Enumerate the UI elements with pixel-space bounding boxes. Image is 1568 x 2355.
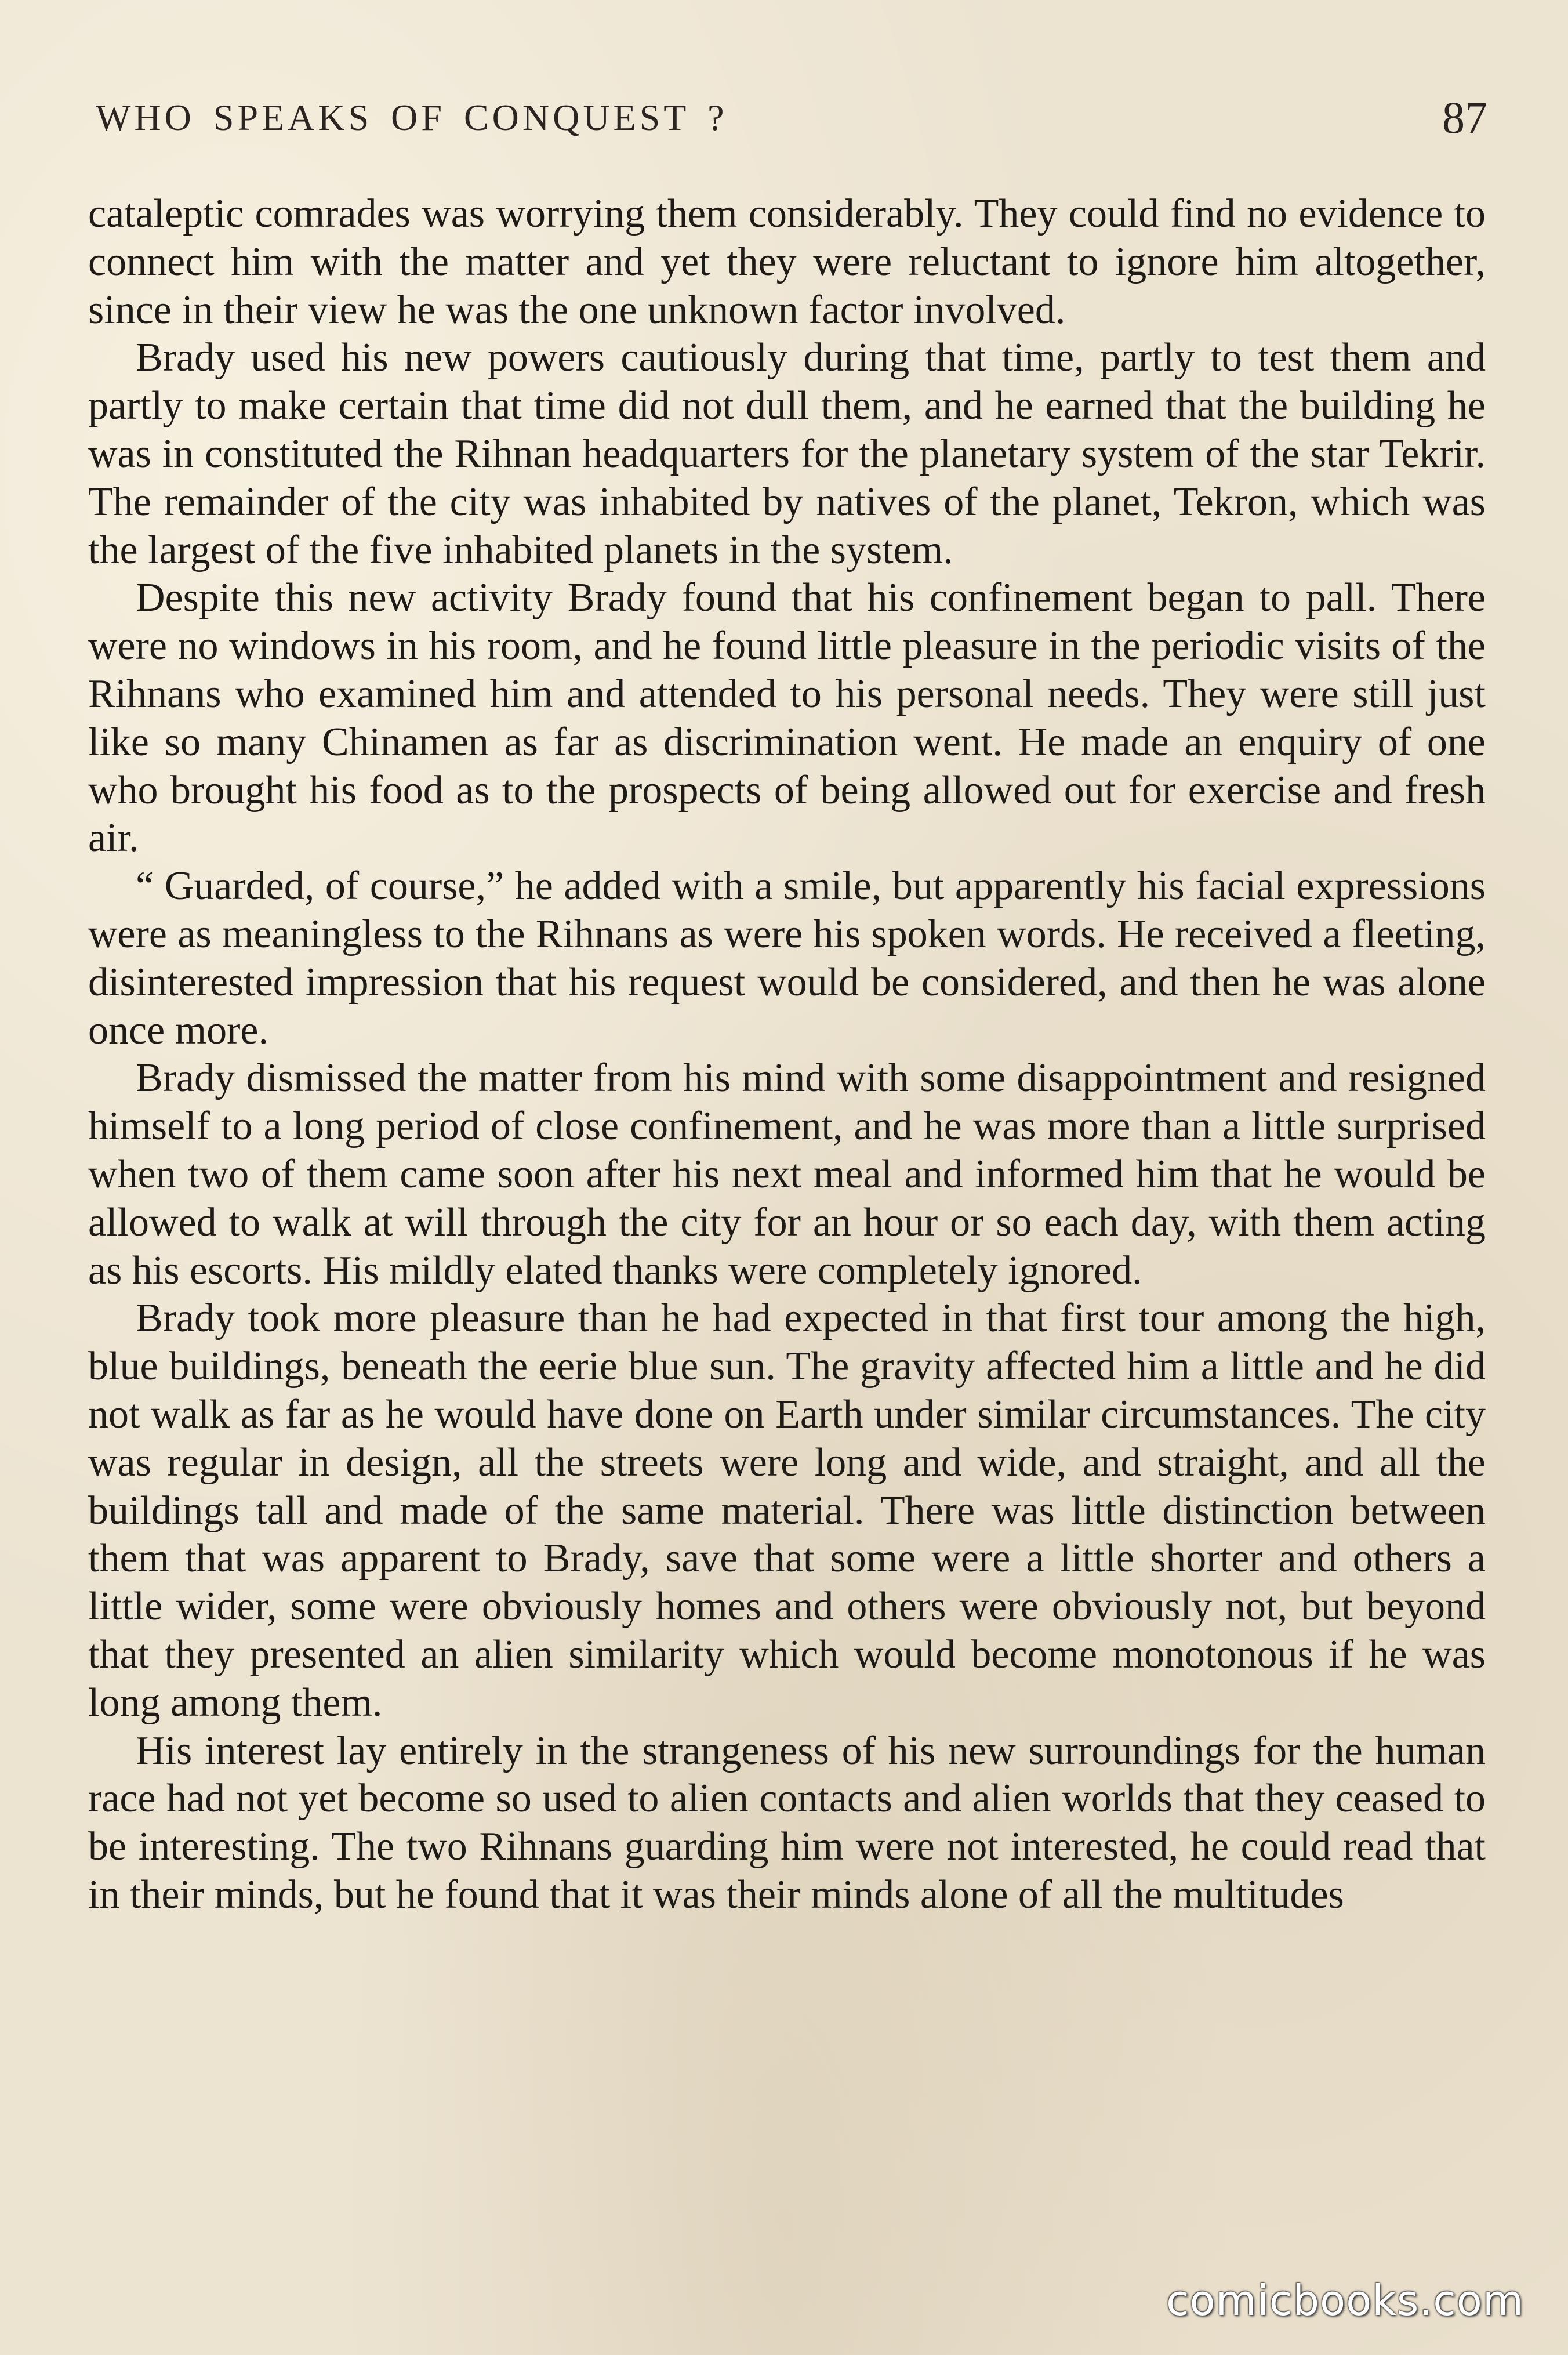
body-text	[88, 190, 1486, 1919]
paragraph-2: Brady used his new powers cautiously during that time, partly to test them and partly to make certain that time did not dull them, and he earned that the building he was in constituted the Rihnan headquarters for the planetary system of the star Tekrir. The remainder of the city was inhabited by natives of the planet, Tekron, which was the largest of the five inhabited planets in the system.	[88, 335, 1486, 573]
paragraph-1: cataleptic comrades was worrying them considerably. They could find no evidence to connect him with the matter and yet they were reluctant to ignore him altogether, since in their view he was the one unknown factor involved.	[88, 191, 1486, 332]
paragraph-7: His interest lay entirely in the strangeness of his new surroundings for the human race had not yet become so used to alien contacts and alien worlds that they ceased to be interesting. The two Rihnans guarding him were not interested, he could read that in their minds, but he found that it was their minds alone of all the multitudes	[88, 1728, 1486, 1917]
paragraph-6: Brady took more pleasure than he had expected in that first tour among the high, blue buildings, beneath the eerie blue sun. The gravity affected him a little and he did not walk as far as he would have done on Earth under similar circumstances. The city was regular in design, all the streets were long and wide, and straight, and all the buildings tall and made of the same material. There was little distinction between them that was apparent to Brady, save that some were a little shorter and others a little wider, some were obviously homes and others were obviously not, but beyond that they presented an alien similarity which would become monotonous if he was long among them.	[88, 1296, 1486, 1725]
page-number: 87	[1442, 92, 1487, 143]
paragraph-4: “ Guarded, of course,” he added with a smile, but apparently his facial expressions were as meaningless to the Rihnans as were his spoken words. He received a fleeting, disinterested impression that his request would be considered, and then he was alone once more.	[88, 864, 1486, 1053]
paragraph-5: Brady dismissed the matter from his mind with some disappointment and resigned himself to a long period of close confinement, and he was more than a little surprised when two of them came soon after his next meal and informed him that he would be allowed to walk at will through the city for an hour or so each day, with them acting as his escorts. His mildly elated thanks were completely ignored.	[88, 1056, 1486, 1293]
running-title: WHO SPEAKS OF CONQUEST ?	[96, 97, 728, 138]
running-head	[96, 92, 1487, 155]
paragraph-3: Despite this new activity Brady found that his confinement began to pall. There were no windows in his room, and he found little pleasure in the periodic visits of the Rihnans who examined him and attended to his personal needs. They were still just like so many Chinamen as far as discrimination went. He made an enquiry of one who brought his food as to the prospects of being allowed out for exercise and fresh air.	[88, 575, 1486, 861]
site-watermark: comicbooks.com	[1166, 2276, 1524, 2325]
